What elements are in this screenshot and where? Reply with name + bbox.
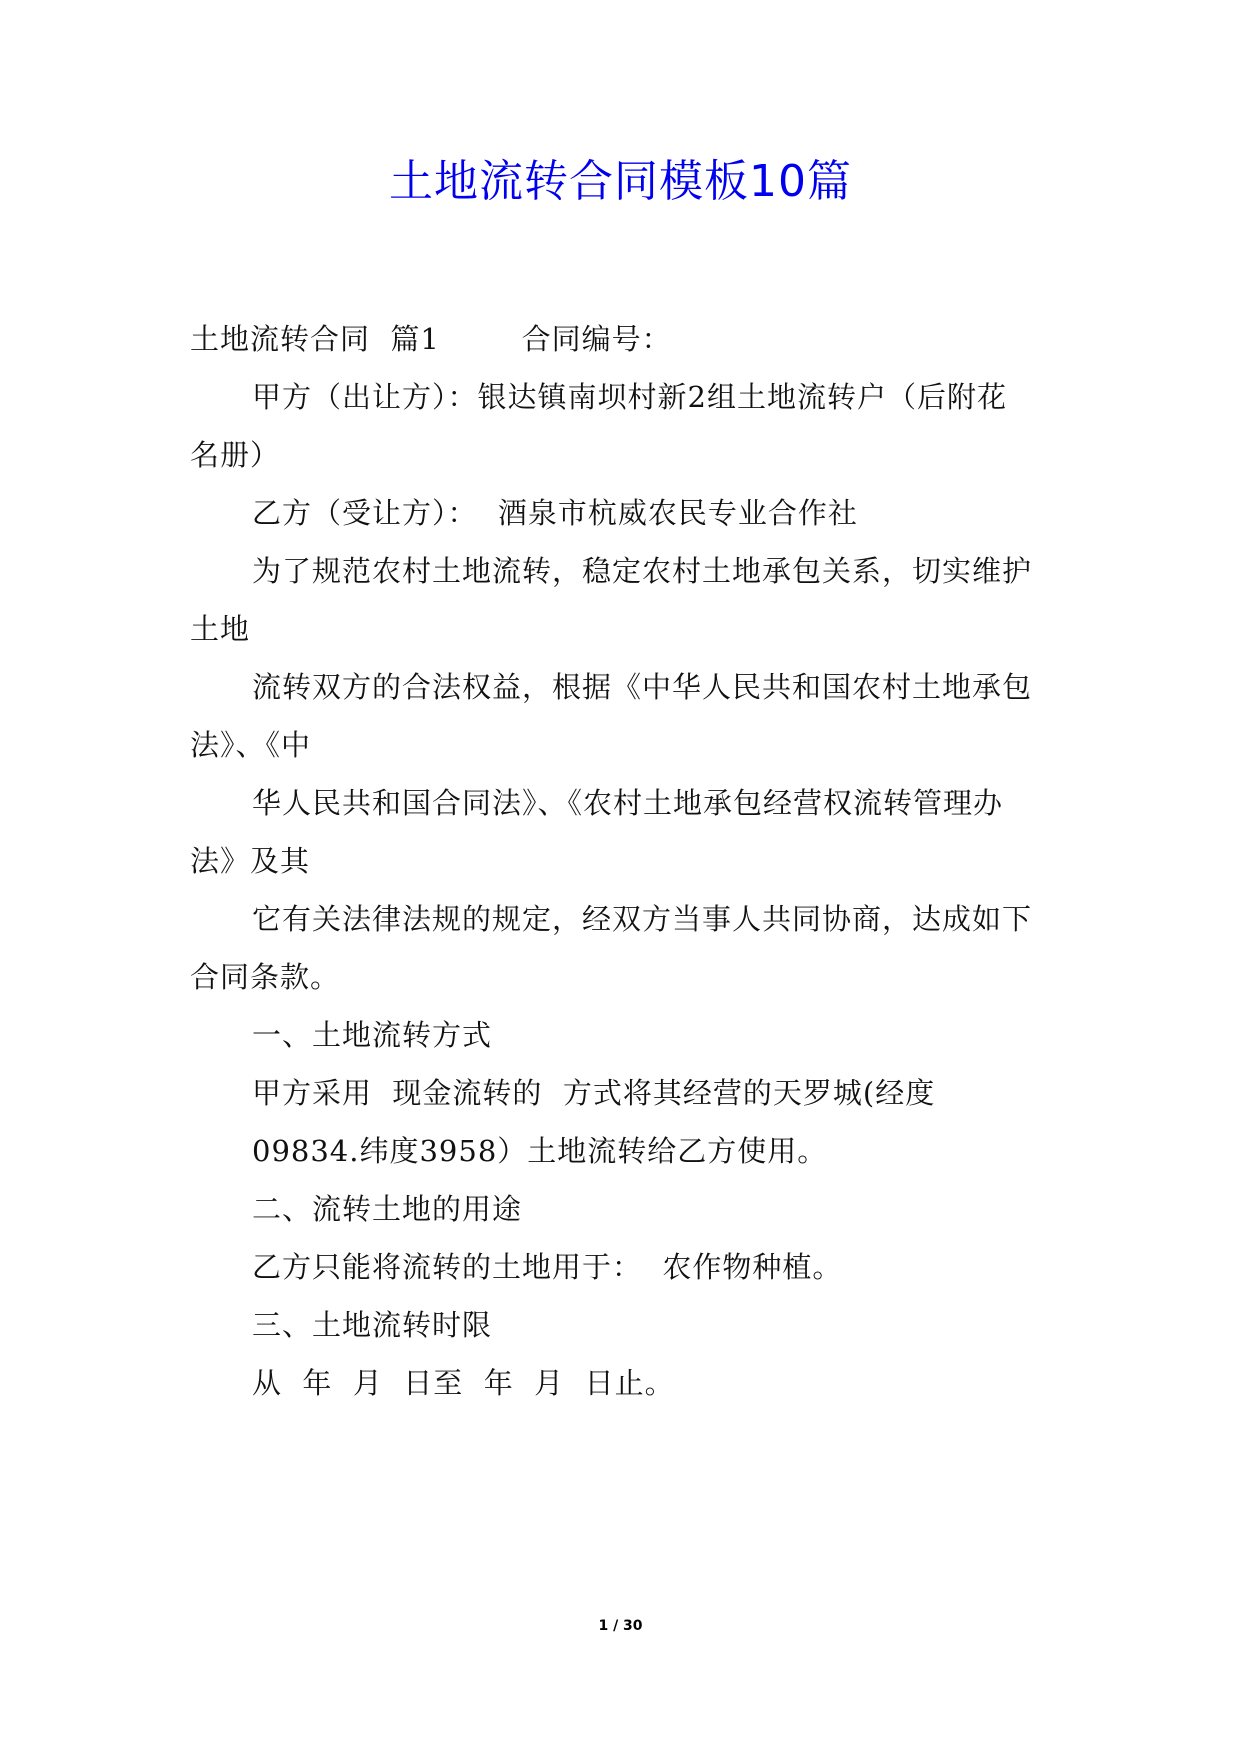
party-b-line: 乙方（受让方）： 酒泉市杭威农民专业合作社	[252, 496, 858, 530]
section-heading: 一、土地流转方式	[252, 1018, 493, 1052]
section-heading: 二、流转土地的用途	[252, 1192, 523, 1226]
section-heading: 三、土地流转时限	[252, 1308, 493, 1342]
party-a-line: 甲方（出让方）：银达镇南坝村新2组土地流转户（后附花	[252, 380, 1007, 414]
page-number: 1 / 30	[598, 1618, 643, 1634]
paragraph-line: 甲方采用 现金流转的 方式将其经营的天罗城(经度	[252, 1076, 936, 1110]
paragraph-line: 乙方只能将流转的土地用于： 农作物种植。	[252, 1250, 843, 1284]
contract-heading-line: 土地流转合同 篇1 合同编号：	[190, 322, 672, 356]
paragraph-line: 法》及其	[190, 844, 311, 878]
paragraph-line: 09834.纬度3958）土地流转给乙方使用。	[252, 1134, 828, 1168]
paragraph-line: 流转双方的合法权益，根据《中华人民共和国农村土地承包	[252, 670, 1033, 704]
paragraph-line: 从 年 月 日至 年 月 日止。	[252, 1366, 675, 1400]
document-title: 土地流转合同模板10篇	[389, 156, 852, 207]
paragraph-line: 为了规范农村土地流转，稳定农村土地承包关系，切实维护	[252, 554, 1033, 588]
paragraph-line: 它有关法律法规的规定，经双方当事人共同协商，达成如下	[252, 902, 1033, 936]
paragraph-line: 合同条款。	[190, 960, 341, 994]
paragraph-line: 华人民共和国合同法》、《农村土地承包经营权流转管理办	[252, 786, 1004, 820]
paragraph-line: 土地	[190, 612, 251, 646]
party-a-line-cont: 名册）	[190, 438, 281, 472]
paragraph-line: 法》、《中	[190, 728, 312, 762]
